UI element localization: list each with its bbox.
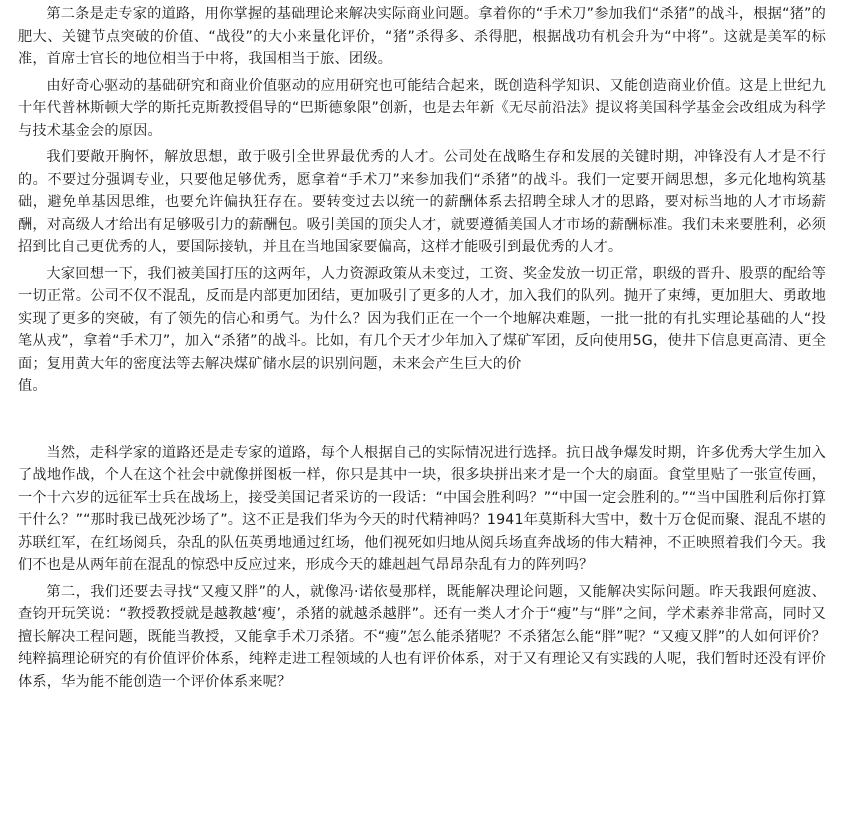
document-body — [18, 3, 826, 697]
paragraph-continuation: 值。 — [18, 378, 47, 394]
paragraph-gap — [18, 402, 826, 442]
paragraph-scientist-or-expert: 当然，走科学家的道路还是走专家的道路，每个人根据自己的实际情况进行选择。抗日战争爆发时期，许多优秀大学生加入了战地作战，个人在这个社会中就像拼图板一样，你只是其中一块，很多块拼出来才是一个大的扇面。食堂里贴了一张宣传画，一个十六岁的远征军士兵在战场上，接受美国记者采访的一段话：“中国会胜利吗？”“中国一定会胜利的。”“当中国胜利后你打算干什么？”“那时我已战死沙场了”。这不正是我们华为今天的时代精神吗？1941年莫斯科大雪中，数十万仓促而聚、混乱不堪的苏联红军，在红场阅兵，杂乱的队伍英勇地通过红场，他们视死如归地从阅兵场直奔战场的伟大精神，不正映照着我们今天。我们不也是从两年前在混乱的惊恐中反应过来，形成今天的雄赳赳气昂昂杂乱有力的阵列吗？ — [18, 444, 826, 573]
paragraph-talent-attraction: 我们要敞开胸怀，解放思想，敢于吸引全世界最优秀的人才。公司处在战略生存和发展的关键时期，冲锋没有人才是不行的。不要过分强调专业，只要他足够优秀，愿拿着“手术刀”来参加我们“杀猪”的战斗。我们一定要开阔思想，多元化地构筑基础，避免单基因思维，也要允许偏执狂存在。要转变过去以统一的薪酬体系去招聘全球人才的思路，要对标当地的人才市场薪酬，对高级人才给出有足够吸引力的薪酬包。吸引美国的顶尖人才，就要遵循美国人才市场的薪酬标准。我们未来要胜利，必须招到比自己更优秀的人，要国际接轨，并且在当地国家要偏高，这样才能吸引到最优秀的人才。 — [18, 149, 826, 255]
paragraph-recall-two-years: 大家回想一下，我们被美国打压的这两年，人力资源政策从未变过，工资、奖金发放一切正常，职级的晋升、股票的配给等一切正常。公司不仅不混乱，反而是内部更加团结，更加吸引了更多的人才，加入我们的队列。抛开了束缚，更加胆大、勇敢地实现了更多的突破，有了领先的信心和勇气。为什么？因为我们正在一个一个地解决难题，一批一批的有扎实理论基础的人“投笔从戎”，拿着“手术刀”，加入“杀猪”的战斗。比如，有几个天才少年加入了煤矿军团，反向使用5G，使井下信息更高清、更全面；复用黄大年的密度法等去解决煤矿储水层的识别问题，未来会产生巨大的价 — [18, 265, 826, 372]
paragraph-expert-path: 第二条是走专家的道路，用你掌握的基础理论来解决实际商业问题。拿着你的“手术刀”参加我们“杀猪”的战斗，根据“猪”的肥大、关键节点突破的价值、“战役”的大小来量化评价，“猪”杀得多、杀得肥，根据战功有机会升为“中将”。这就是美军的标准，首席士官长的地位相当于中将，我国相当于旅、团级。 — [18, 6, 826, 67]
paragraph-pasteur-quadrant: 由好奇心驱动的基础研究和商业价值驱动的应用研究也可能结合起来，既创造科学知识、又能创造商业价值。这是上世纪九十年代普林斯顿大学的斯托克斯教授倡导的“巴斯德象限”创新，也是去年新《无尽前沿法》提议将美国科学基金会改组成为科学与技术基金会的原因。 — [18, 77, 826, 139]
paragraph-thin-and-fat: 第二，我们还要去寻找“又瘦又胖”的人，就像冯·诺依曼那样，既能解决理论问题，又能解决实际问题。昨天我跟何庭波、查钧开玩笑说：“教授教授就是越教越‘瘦’，杀猪的就越杀越胖”。还有一类人才介于“瘦”与“胖”之间，学术素养非常高，同时又擅长解决工程问题，既能当教授，又能拿手术刀杀猪。不“瘦”怎么能杀猪呢？不杀猪怎么能“胖”呢？“又瘦又胖”的人如何评价？纯粹搞理论研究的有价值评价体系，纯粹走进工程领域的人也有评价体系，对于又有理论又有实践的人呢，我们暂时还没有评价体系，华为能不能创造一个评价体系来呢？ — [18, 583, 826, 690]
